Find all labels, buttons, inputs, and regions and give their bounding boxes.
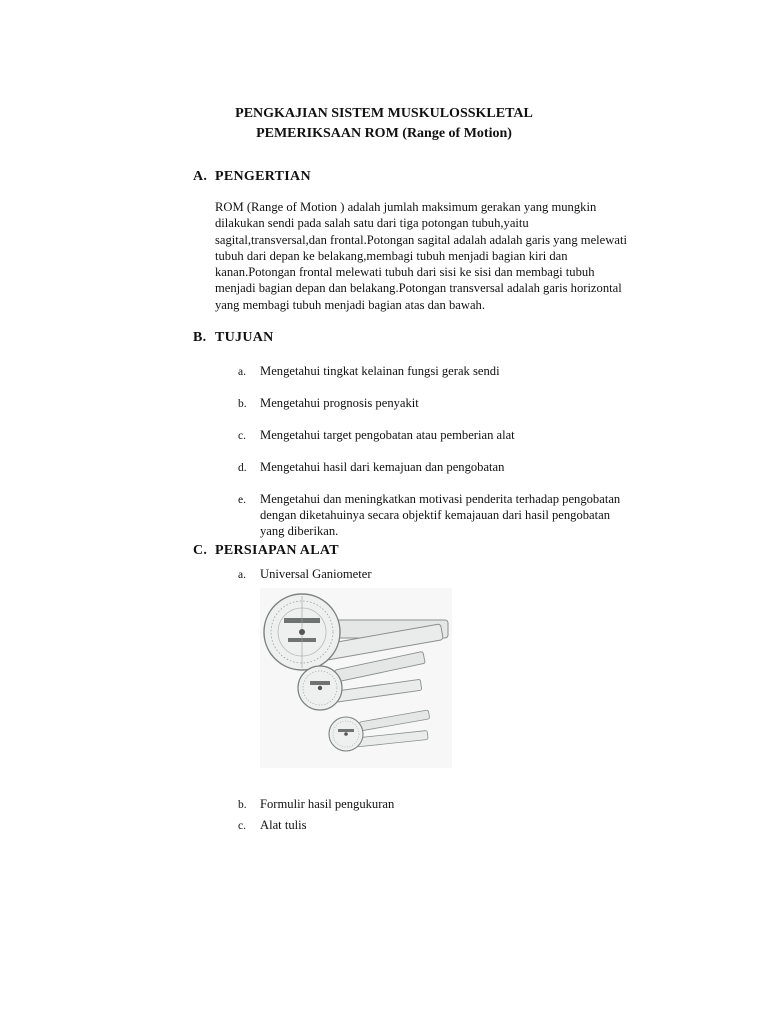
list-item-text: Formulir hasil pengukuran: [260, 797, 395, 811]
list-item: [238, 817, 307, 834]
list-item: [238, 796, 394, 813]
list-item-text: Mengetahui dan meningkatkan motivasi penderita terhadap pengobatan: [260, 492, 621, 506]
paragraph-line: sagital,transversal,dan frontal.Potongan sagital adalah adalah garis yang melewati: [215, 232, 627, 247]
list-marker: d.: [238, 462, 247, 474]
section-a-heading: [193, 169, 311, 185]
page-title-line-2: PEMERIKSAAN ROM (Range of Motion): [256, 126, 512, 141]
list-item-text: yang diberikan.: [260, 524, 339, 538]
list-item-text: Universal Ganiometer: [260, 567, 372, 581]
section-c-heading: [193, 543, 339, 559]
list-marker: b.: [238, 398, 247, 410]
section-a-marker: A.: [193, 169, 208, 184]
list-item: [238, 566, 372, 583]
section-b-title: TUJUAN: [215, 330, 274, 345]
list-item: [238, 395, 419, 412]
list-item: [238, 427, 515, 444]
section-c-title: PERSIAPAN ALAT: [215, 543, 339, 558]
section-a-title: PENGERTIAN: [215, 169, 311, 184]
section-a-paragraph: [215, 199, 675, 313]
list-item-text: Mengetahui hasil dari kemajuan dan pengobatan: [260, 460, 505, 474]
paragraph-line: tubuh dari depan ke belakang,membagi tubuh menjadi bagian kiri dan: [215, 248, 568, 263]
goniometer-photo: [260, 588, 452, 768]
paragraph-line: ROM (Range of Motion ) adalah jumlah maksimum gerakan yang mungkin: [215, 200, 597, 214]
list-marker: e.: [238, 494, 246, 506]
list-item: [238, 363, 500, 380]
list-item-text: Mengetahui prognosis penyakit: [260, 396, 419, 410]
section-b-heading: [193, 330, 274, 346]
list-item-text: Mengetahui tingkat kelainan fungsi gerak sendi: [260, 364, 500, 378]
list-marker: b.: [238, 799, 247, 811]
paragraph-line: kanan.Potongan frontal melewati tubuh dari sisi ke sisi dan membagi tubuh: [215, 265, 595, 280]
list-marker: c.: [238, 430, 246, 442]
list-item: [238, 459, 504, 476]
list-item-text: dengan diketahuinya secara objektif kemajauan dari hasil pengobatan: [260, 508, 611, 522]
list-marker: a.: [238, 569, 246, 581]
goniometer-small: [329, 710, 430, 751]
paragraph-line: yang membagi tubuh menjadi bagian atas dan bawah.: [215, 297, 485, 312]
list-marker: a.: [238, 366, 246, 378]
paragraph-line: menjadi bagian depan dan belakang.Potongan transversal adalah garis horizontal: [215, 281, 622, 296]
list-item: [238, 491, 620, 539]
list-marker: c.: [238, 820, 246, 832]
section-c-marker: C.: [193, 543, 208, 558]
section-b-marker: B.: [193, 330, 207, 345]
paragraph-line: dilakukan sendi pada salah satu dari tiga potongan tubuh,yaitu: [215, 216, 529, 231]
list-item-text: Mengetahui target pengobatan atau pemberian alat: [260, 428, 515, 442]
page-title-line-1: PENGKAJIAN SISTEM MUSKULOSSKLETAL: [235, 106, 533, 121]
list-item-text: Alat tulis: [260, 818, 307, 832]
